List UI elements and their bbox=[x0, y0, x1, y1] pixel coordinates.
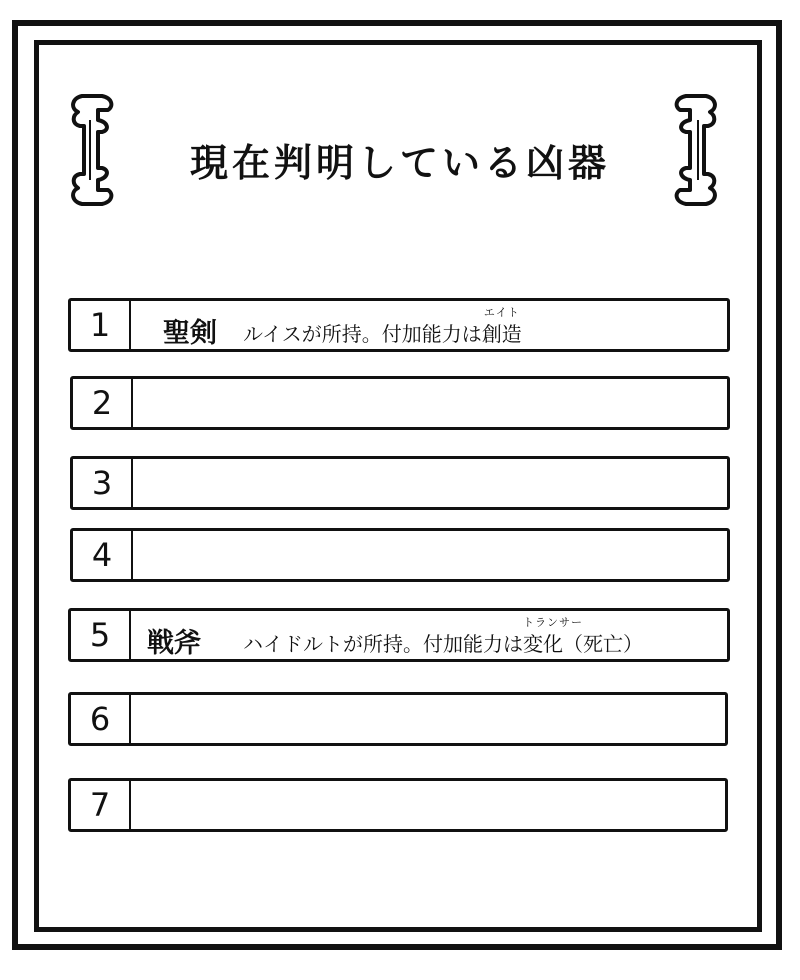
right-bracket-ornament bbox=[664, 90, 720, 210]
row-content bbox=[133, 531, 727, 579]
weapon-row bbox=[68, 608, 730, 662]
description-text: ハイドルトが所持。付加能力は bbox=[243, 632, 523, 656]
ability-name bbox=[481, 306, 522, 347]
page-title: 現在判明している凶器 bbox=[189, 141, 610, 185]
left-bracket-ornament bbox=[68, 90, 124, 210]
row-content bbox=[131, 611, 727, 659]
row-number: 5 bbox=[71, 611, 131, 659]
ability-text: 変化 bbox=[523, 632, 563, 656]
row-number: 2 bbox=[73, 379, 133, 427]
weapon-row bbox=[70, 528, 730, 582]
weapon-row bbox=[70, 376, 730, 430]
weapon-row bbox=[70, 456, 730, 510]
ability-name bbox=[523, 616, 583, 657]
weapon-row bbox=[68, 298, 730, 352]
row-number: 1 bbox=[71, 301, 131, 349]
description-text: ルイスが所持。付加能力は bbox=[243, 322, 482, 346]
weapon-row bbox=[68, 692, 728, 746]
ability-text: 創造 bbox=[481, 322, 522, 346]
row-number: 3 bbox=[73, 459, 133, 507]
row-content bbox=[133, 459, 727, 507]
row-number: 4 bbox=[73, 531, 133, 579]
weapon-description bbox=[243, 306, 522, 347]
weapon-description bbox=[243, 616, 643, 657]
row-number: 6 bbox=[71, 695, 131, 743]
row-number: 7 bbox=[71, 781, 131, 829]
row-content bbox=[131, 301, 727, 349]
weapon-name: 戦斧 bbox=[147, 628, 201, 659]
row-content bbox=[133, 379, 727, 427]
description-suffix: （死亡） bbox=[563, 632, 643, 656]
weapon-name: 聖剣 bbox=[163, 318, 217, 349]
row-content bbox=[131, 781, 725, 829]
ability-ruby: トランサー bbox=[523, 616, 583, 629]
weapon-row bbox=[68, 778, 728, 832]
row-content bbox=[131, 695, 725, 743]
ability-ruby: エイト bbox=[483, 306, 520, 319]
